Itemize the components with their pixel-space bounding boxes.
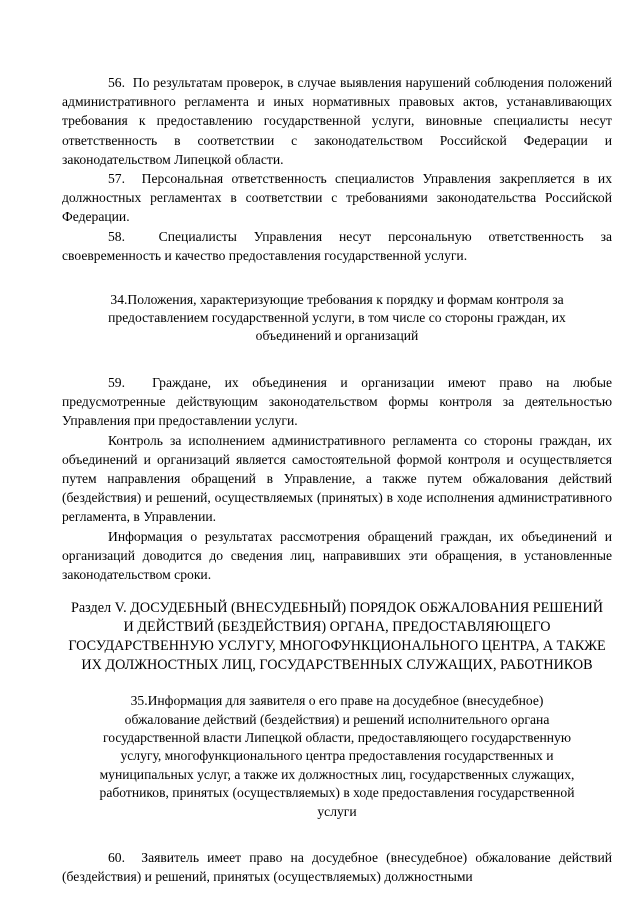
paragraph-59: 59. Граждане, их объединения и организации имеют право на любые предусмотренные действующим законодательством формы контроля за деятельностью Управления при предоставлении услуги. — [62, 375, 612, 429]
paragraph-information: Информация о результатах рассмотрения обращений граждан, их объединений и организаций доводится до сведения лиц, направивших эти обращения, в установленные законодательством сроки. — [62, 528, 612, 583]
paragraph-60: 60. Заявитель имеет право на досудебное (внесудебное) обжалование действий (бездействия) и решений, принятых (осуществляемых) должностными — [62, 850, 612, 885]
paragraph-57: 57. Персональная ответственность специалистов Управления закрепляется в их должностных регламентах в соответствии с требованиями законодательства Российской Федерации. — [62, 171, 612, 225]
section-5-heading: Раздел V. ДОСУДЕБНЫЙ (ВНЕСУДЕБНЫЙ) ПОРЯДОК ОБЖАЛОВАНИЯ РЕШЕНИЙ И ДЕЙСТВИЙ (БЕЗДЕЙСТВИЯ) ОРГАНА, ПРЕДОСТАВЛЯЮЩЕГО ГОСУДАРСТВЕННУЮ УСЛУГУ, МНОГОФУНКЦИОНАЛЬНОГО ЦЕНТРА, А ТАКЖЕ ИХ ДОЛЖНОСТНЫХ ЛИЦ, ГОСУДАРСТВЕННЫХ СЛУЖАЩИХ, РАБОТНИКОВ — [68, 600, 606, 674]
paragraph-58: 58. Специалисты Управления несут персональную ответственность за своевременность и качество предоставления государственной услуги. — [62, 228, 612, 263]
paragraph-control: Контроль за исполнением административного регламента со стороны граждан, их объединений и организаций является самостоятельной формой контроля и осуществляется путем направления обращений в Управление, а также путем обжалования действий (бездействия) и решений, осуществляемых (принятых) в ходе исполнения административного регламента, в Управлении. — [62, 432, 612, 525]
heading-35: 35.Информация для заявителя о его праве на досудебное (внесудебное) обжалование действий (бездействия) и решений исполнительного органа государственной власти Липецкой области, предоставляющего государственную услугу, многофункционального центра предоставления государственных и муниципальных услуг, а также их должностных лиц, государственных служащих, работников, принятых (осуществляемых) в ходе предоставления государственной услуги — [99, 693, 575, 819]
paragraph-56: 56. По результатам проверок, в случае выявления нарушений соблюдения положений административного регламента и иных нормативных правовых актов, устанавливающих требования к предоставлению государственной услуги, виновные специалисты несут ответственность в соответствии с законодательством Российской Федерации и законодательством Липецкой области. — [62, 75, 612, 167]
heading-34: 34.Положения, характеризующие требования к порядку и формам контроля за предоставлением государственной услуги, в том числе со стороны граждан, их объединений и организаций — [108, 292, 566, 344]
